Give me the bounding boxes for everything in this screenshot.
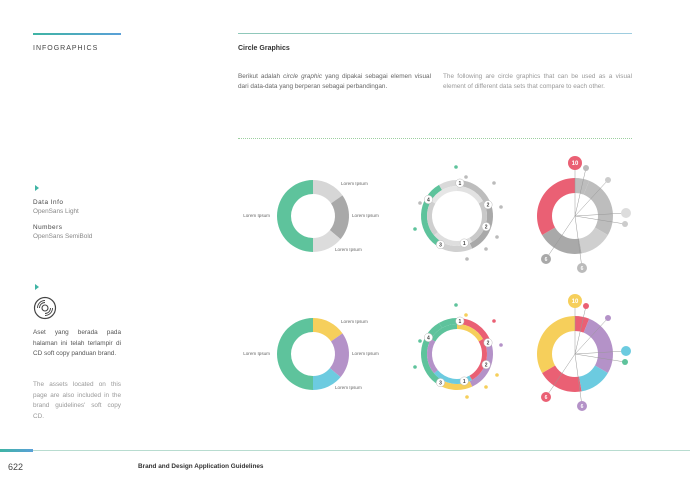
intro-id-italic: circle graphic <box>283 73 323 80</box>
ring-dot <box>484 385 488 389</box>
header-accent-rule <box>33 33 121 35</box>
radial-node <box>583 303 589 309</box>
intro-english: The following are circle graphics that can be used as a visual element of different data sets that compare to each other. <box>443 73 632 90</box>
radial-value-left: 6 <box>544 257 548 263</box>
radial-value-left: 6 <box>544 395 548 401</box>
radial-value-bottom: 6 <box>580 266 584 272</box>
bullet-triangle-icon <box>35 185 39 191</box>
ring-number: 1 <box>462 378 466 385</box>
radial-node <box>583 165 589 171</box>
section-label: INFOGRAPHICS <box>33 45 99 52</box>
circle-graphics-area <box>230 150 650 425</box>
ring-dot <box>499 205 503 209</box>
ring-number: 2 <box>484 224 488 231</box>
ring-number: 1 <box>462 240 466 247</box>
donut-label-top: Lorem Ipsum <box>341 181 368 186</box>
intro-id-text-1: Berikut adalah <box>238 73 284 80</box>
radial-segment <box>584 181 613 235</box>
dotted-divider <box>238 138 632 139</box>
ring-number: 1 <box>458 180 462 187</box>
ring-dot <box>495 235 499 239</box>
intro-id-text-2: yang dipakai sebagai elemen visual dari data-data yang berperan sebagai perbandingan. <box>238 73 431 90</box>
donut-label-left: Lorem Ipsum <box>243 213 270 218</box>
ring-dot <box>492 319 496 323</box>
graphics-row-color <box>243 294 631 411</box>
footer-accent-rule <box>0 449 33 452</box>
ring-number: 4 <box>427 335 430 342</box>
radial-value-bottom: 6 <box>580 404 584 410</box>
cd-note-indonesian: Aset yang berada pada halaman ini telah terlampir di CD soft copy panduan brand. <box>33 329 121 357</box>
radial-node <box>605 177 611 183</box>
radial-segment <box>584 319 613 373</box>
radial-node <box>621 208 631 218</box>
footer-rule <box>0 450 690 451</box>
numbers-label: Numbers <box>33 224 63 231</box>
ring-dot <box>484 247 488 251</box>
radial-node <box>622 359 628 365</box>
ring-dot <box>464 175 468 179</box>
ring-dot <box>499 343 503 347</box>
cd-disc-icon <box>33 296 57 320</box>
donut-label-top: Lorem Ipsum <box>341 319 368 324</box>
ring-number: 2 <box>486 340 490 347</box>
ring-number: 2 <box>486 202 490 209</box>
donut-segment <box>277 180 313 252</box>
numbers-value: OpenSans SemiBold <box>33 233 93 240</box>
ring-number: 3 <box>439 380 442 387</box>
data-info-label: Data Info <box>33 199 64 206</box>
donut-label-bottom: Lorem Ipsum <box>335 385 362 390</box>
radial-value-top: 10 <box>571 299 579 305</box>
page-number: 622 <box>8 462 24 472</box>
ring-dot <box>454 303 458 307</box>
ring-number: 3 <box>439 242 442 249</box>
ring-dot <box>465 257 469 261</box>
footer-title: Brand and Design Application Guidelines <box>138 463 264 470</box>
donut-label-bottom: Lorem Ipsum <box>335 247 362 252</box>
ring-dot <box>465 395 469 399</box>
data-info-value: OpenSans Light <box>33 208 79 215</box>
donut-label-right: Lorem Ipsum <box>352 351 379 356</box>
radial-value-top: 10 <box>571 161 579 167</box>
ring-number: 1 <box>458 318 462 325</box>
bullet-triangle-icon <box>35 284 39 290</box>
ring-number: 4 <box>427 197 430 204</box>
ring-dot <box>413 365 417 369</box>
donut-label-left: Lorem Ipsum <box>243 351 270 356</box>
ring-dot <box>464 313 468 317</box>
ring-dot <box>418 339 422 343</box>
ring-number: 2 <box>484 362 488 369</box>
intro-indonesian <box>238 72 431 92</box>
radial-segment <box>537 178 575 235</box>
ring-dot <box>495 373 499 377</box>
ring-dot <box>492 181 496 185</box>
radial-node <box>621 346 631 356</box>
donut-label-right: Lorem Ipsum <box>352 213 379 218</box>
ring-dot <box>418 201 422 205</box>
ring-dot <box>413 227 417 231</box>
radial-node <box>622 221 628 227</box>
graphics-row-grey <box>243 156 631 273</box>
header-rule <box>238 33 632 34</box>
radial-segment <box>537 316 575 373</box>
radial-node <box>605 315 611 321</box>
cd-note-english: The assets located on this page are also included in the brand guidelines' soft copy CD. <box>33 381 121 420</box>
page-title: Circle Graphics <box>238 45 290 52</box>
donut-segment <box>277 318 313 390</box>
ring-dot <box>454 165 458 169</box>
